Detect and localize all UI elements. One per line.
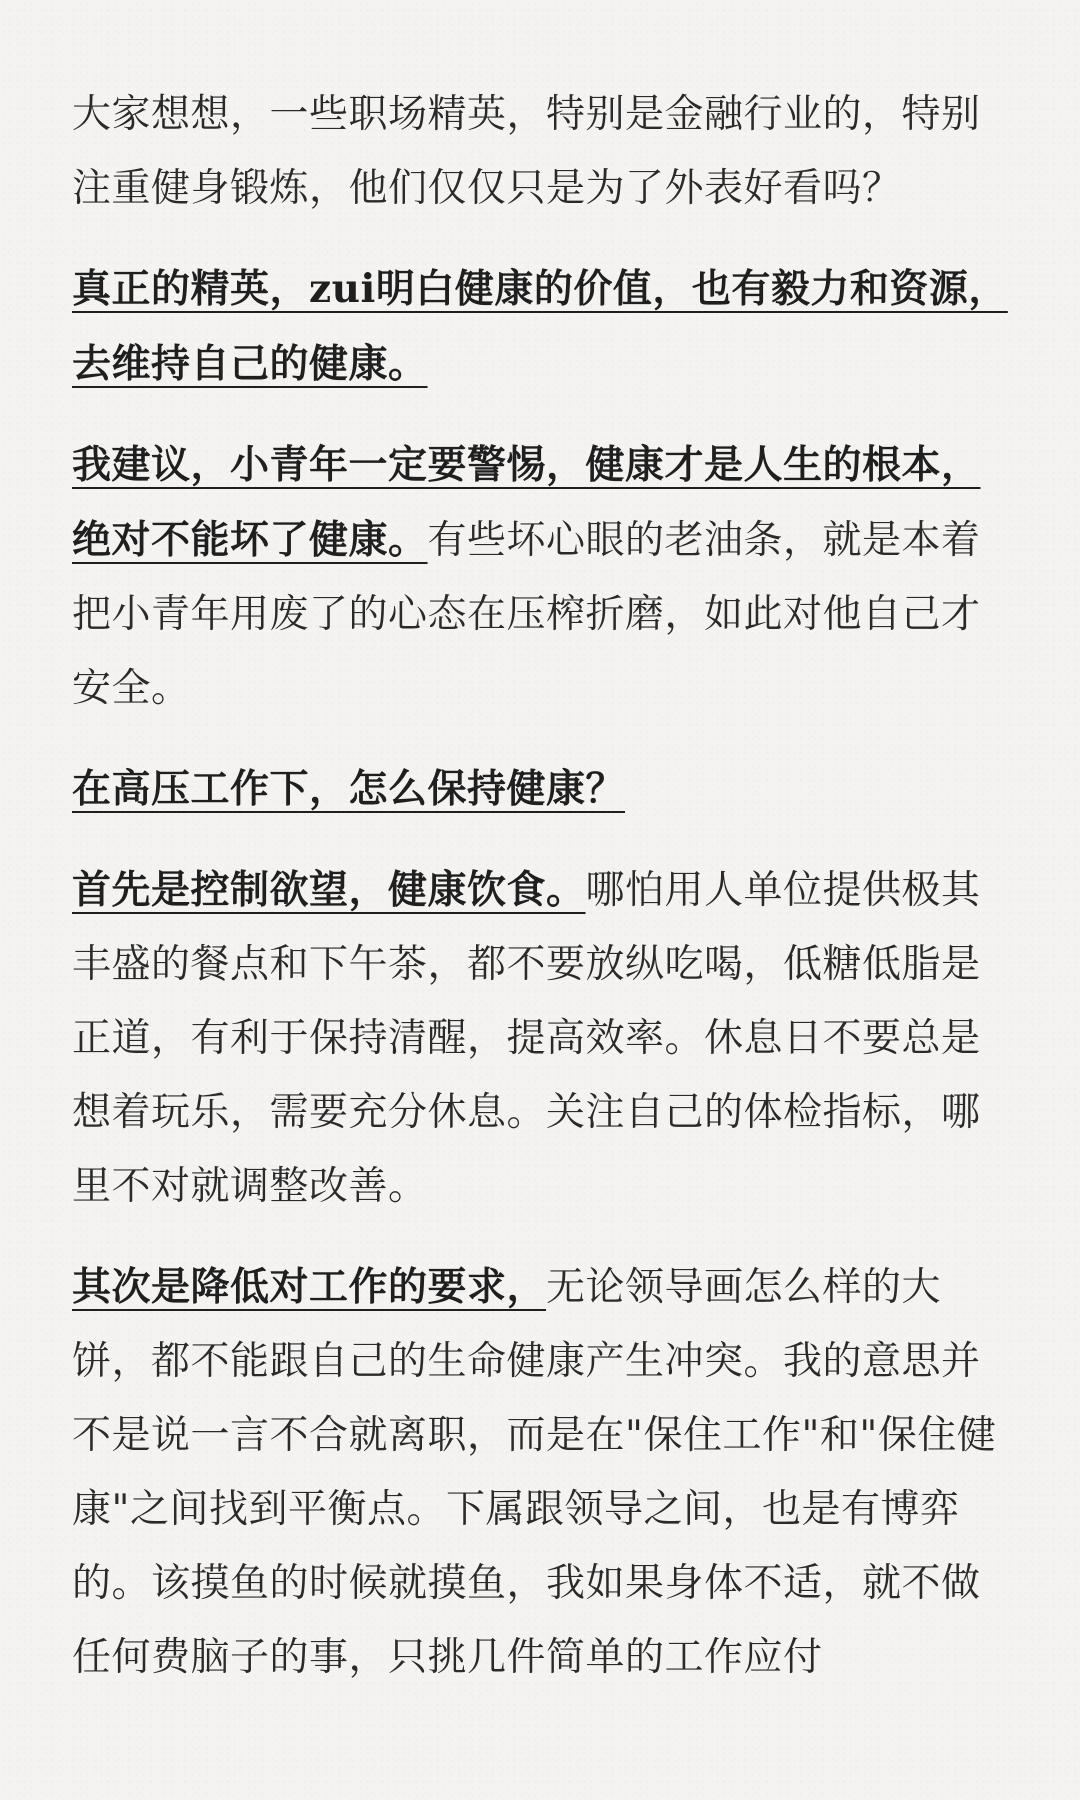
emphasis-text: 其次是降低对工作的要求， xyxy=(72,1264,547,1310)
emphasis-text: 我建议，小青年一定要警惕，健康才是人生的根本，绝对不能坏了健康。 xyxy=(72,442,981,563)
paragraph-text: 有些坏心眼的老油条，就是本着把小青年用废了的心态在压榨折磨，如此对他自己才安全。 xyxy=(72,518,981,711)
paragraph-elite-health xyxy=(72,252,1008,402)
paragraph-text: 无论领导画怎么样的大饼，都不能跟自己的生命健康产生冲突。我的意思并不是说一言不合就离职，而是在"保住工作"和"保住健康"之间找到平衡点。下属跟领导之间，也是有博弈的。该摸鱼的时候就摸鱼，我如果身体不适，就不做任何费脑子的事，只挑几件简单的工作应付 xyxy=(72,1265,997,1680)
paragraph-advice xyxy=(72,428,1008,726)
paragraph-text: 哪怕用人单位提供极其丰盛的餐点和下午茶，都不要放纵吃喝，低糖低脂是正道，有利于保持清醒，提高效率。休息日不要总是想着玩乐，需要充分休息。关注自己的体检指标，哪里不对就调整改善。 xyxy=(72,868,981,1209)
paragraph-intro xyxy=(72,78,1008,226)
emphasis-text: 在高压工作下，怎么保持健康？ xyxy=(72,766,626,812)
emphasis-text: 首先是控制欲望，健康饮食。 xyxy=(72,867,586,913)
paragraph-first-tip xyxy=(72,853,1008,1224)
paragraph-second-tip xyxy=(72,1250,1008,1695)
paragraph-text: 大家想想，一些职场精英，特别是金融行业的，特别注重健身锻炼，他们仅仅只是为了外表好看吗？ xyxy=(72,92,981,211)
paragraph-question xyxy=(72,752,1008,827)
emphasis-text: 真正的精英，zui明白健康的价值，也有毅力和资源，去维持自己的健康。 xyxy=(72,266,1008,387)
